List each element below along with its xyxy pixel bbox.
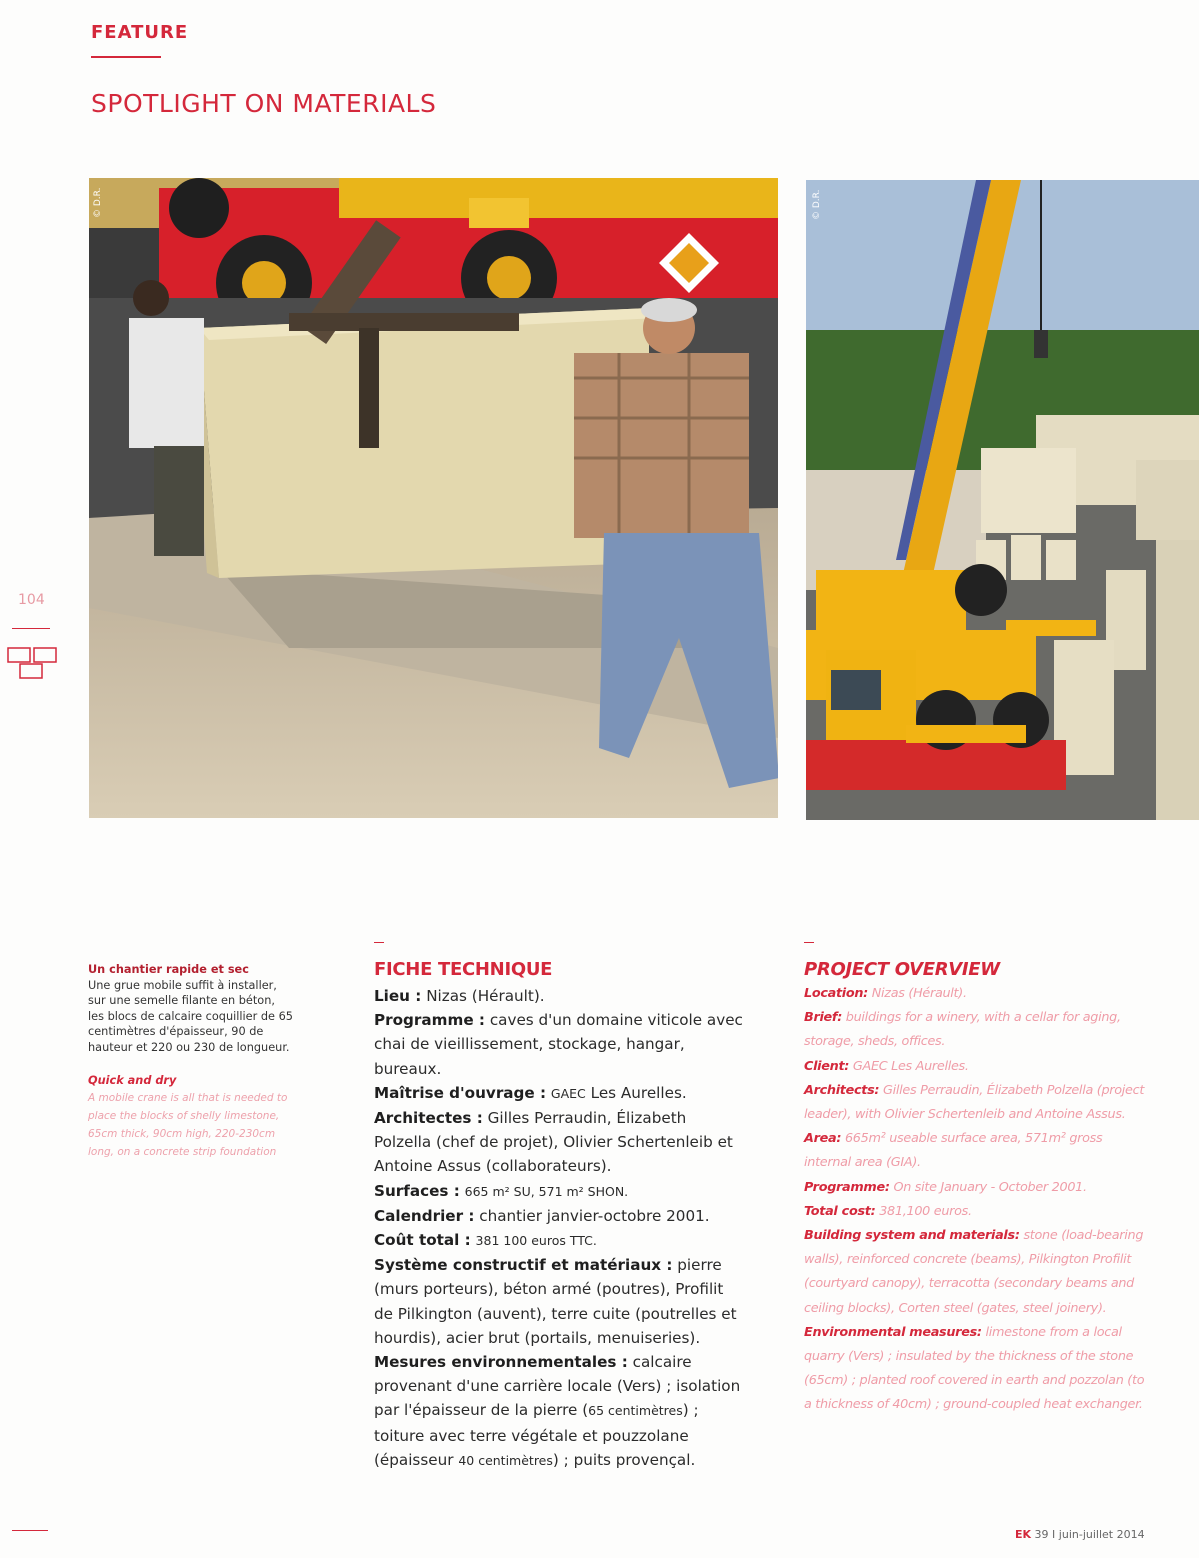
caption-title-fr: Un chantier rapide et sec (88, 963, 249, 976)
overview-architects: Gilles Perraudin, Élizabeth Polzella (project leader), with Olivier Schertenleib and Antoine Assus. (804, 1082, 1145, 1123)
fiche-surfaces-label: Surfaces : (374, 1181, 460, 1200)
bottom-rule (12, 1530, 48, 1531)
footer-separator: I (1052, 1528, 1056, 1541)
fiche-lieu-label: Lieu : (374, 987, 422, 1005)
photo-crane-site (806, 180, 1199, 820)
caption-title-en: Quick and dry (88, 1074, 177, 1087)
fiche-mesures-e: ) ; puits provençal. (552, 1450, 696, 1469)
magazine-logo-icon (7, 647, 59, 681)
overview-env-label: Environmental measures: (804, 1324, 982, 1340)
kicker-underline (91, 56, 161, 58)
caption-text-fr: Une grue mobile suffit à installer, sur une semelle filante en béton, les blocs de calcaire coquillier de 65 centimètres d'épaisseur, 90 de hauteur et 220 ou 230 de longueur. (88, 978, 293, 1054)
overview-building-label: Building system and materials: (804, 1228, 1020, 1244)
section-dash (374, 942, 384, 943)
fiche-systeme-label: Système constructif et matériaux : (374, 1256, 673, 1275)
fiche-programme-label: Programme : (374, 1011, 485, 1030)
issue-date: juin-juillet 2014 (1058, 1528, 1145, 1541)
fiche-technique (374, 942, 744, 1473)
overview-client: GAEC Les Aurelles. (852, 1058, 969, 1074)
overview-cost: 381,100 euros. (879, 1203, 972, 1219)
overview-env: limestone from a local quarry (Vers) ; insulated by the thickness of the stone (65cm) ; planted roof covered in earth and pozzolan (to a thickness of 40cm) ; ground-coupled heat exchanger. (804, 1324, 1145, 1413)
fiche-lieu: Nizas (Hérault). (426, 987, 545, 1005)
overview-programme-label: Programme: (804, 1179, 890, 1195)
fiche-calendrier: chantier janvier-octobre 2001. (479, 1206, 710, 1225)
fiche-cout-label: Coût total : (374, 1231, 471, 1250)
overview-area-label: Area: (804, 1131, 842, 1147)
overview-architects-label: Architects: (804, 1082, 880, 1098)
overview-area: 665m² useable surface area, 571m² gross internal area (GIA). (804, 1131, 1103, 1171)
fiche-programme: caves d'un domaine viticole avec chai de vieillissement, stockage, hangar, bureaux. (374, 1011, 743, 1078)
fiche-architectes: Gilles Perraudin, Élizabeth Polzella (chef de projet), Olivier Schertenleib et Antoine Assus (collaborateurs). (374, 1109, 733, 1176)
fiche-systeme: pierre (murs porteurs), béton armé (poutres), Profilit de Pilkington (auvent), terre cuite (poutrelles et hourdis), acier brut (portails, menuiseries). (374, 1256, 737, 1347)
project-overview (804, 942, 1149, 1418)
fiche-architectes-label: Architectes : (374, 1109, 483, 1128)
fiche-body (374, 984, 744, 1473)
fiche-mesures-d: 40 centimètres (458, 1452, 553, 1468)
photo-credit-right: © D.R. (812, 189, 822, 220)
overview-programme: On site January - October 2001. (893, 1179, 1087, 1195)
folio-rule (12, 628, 50, 629)
overview-client-label: Client: (804, 1058, 850, 1074)
fiche-cout: 381 100 euros TTC. (475, 1233, 597, 1249)
page-headline: SPOTLIGHT ON MATERIALS (91, 88, 437, 118)
page-footer (1015, 1528, 1145, 1541)
photo-stone-block-placement (89, 178, 778, 818)
fiche-maitrise-label: Maîtrise d'ouvrage : (374, 1083, 547, 1102)
fiche-mesures-label: Mesures environnementales : (374, 1353, 628, 1372)
fiche-surfaces: 665 m² SU, 571 m² SHON. (464, 1183, 629, 1199)
overview-heading: PROJECT OVERVIEW (804, 959, 1000, 980)
caption-text-en: A mobile crane is all that is needed to place the blocks of shelly limestone, 65cm thick, 90cm high, 220-230cm long, on a concrete strip foundation (88, 1091, 288, 1158)
overview-brief-label: Brief: (804, 1010, 843, 1026)
overview-building: stone (load-bearing walls), reinforced concrete (beams), Pilkington Profilit (courtyard canopy), terracotta (secondary beams and ceiling blocks), Corten steel (gates, steel joinery). (804, 1228, 1144, 1316)
overview-location: Nizas (Hérault). (871, 986, 967, 1001)
overview-brief: buildings for a winery, with a cellar for aging, storage, sheds, offices. (804, 1010, 1121, 1050)
overview-cost-label: Total cost: (804, 1203, 876, 1219)
section-kicker: FEATURE (91, 22, 189, 43)
fiche-mesures-c: ) ; toiture avec terre végétale et pouzzolane (épaisseur (374, 1401, 699, 1469)
fiche-heading: FICHE TECHNIQUE (374, 959, 553, 980)
fiche-mesures-a: calcaire provenant d'une carrière locale (Vers) ; isolation par l'épaisseur de la pierre ( (374, 1353, 741, 1420)
magazine-mark: EK (1015, 1528, 1032, 1541)
section-dash (804, 942, 814, 943)
overview-body (804, 982, 1149, 1418)
page-number: 104 (18, 592, 45, 608)
fiche-maitrise-prefix: GAEC (550, 1085, 586, 1101)
photo-credit-left: © D.R. (93, 187, 103, 218)
fiche-maitrise: Les Aurelles. (590, 1083, 687, 1102)
fiche-calendrier-label: Calendrier : (374, 1206, 475, 1225)
fiche-mesures-b: 65 centimètres (588, 1403, 683, 1419)
photo-caption (88, 962, 293, 1161)
overview-location-label: Location: (804, 986, 868, 1001)
issue-number: 39 (1034, 1528, 1049, 1541)
